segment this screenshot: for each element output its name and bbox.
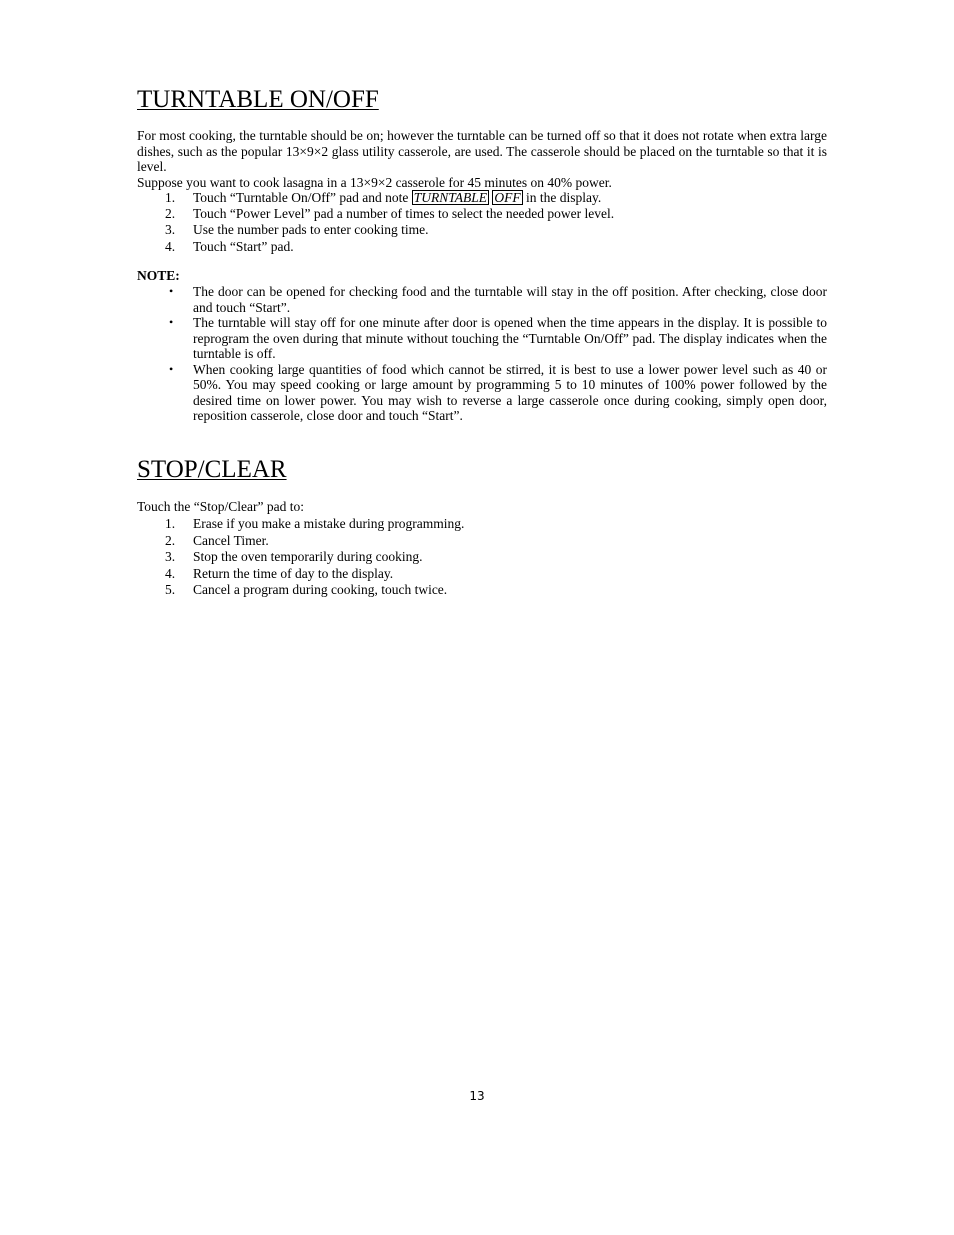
step-number: 5.	[165, 582, 176, 597]
note-text: The turntable will stay off for one minute after door is opened when the time appears in the display. It is possible to reprogram the oven during that minute without touching the “Turntable On/Off” pad. The display indicates when the turntable is off.	[193, 315, 827, 361]
turntable-step	[137, 206, 827, 222]
bullet-icon: •	[169, 361, 174, 376]
step-text-start: Touch “Turntable On/Off” pad and note	[193, 190, 409, 205]
step-number: 1.	[165, 190, 176, 205]
stop-clear-step	[137, 566, 827, 583]
step-text: Stop the oven temporarily during cooking.	[193, 549, 423, 564]
step-text: Use the number pads to enter cooking time.	[193, 222, 429, 238]
turntable-step	[137, 190, 827, 206]
note-text: When cooking large quantities of food which cannot be stirred, it is best to use a lower power level such as 40 or 50%. You may speed cooking or large amount by programming 5 to 10 minutes of 100% power followed by the desired time on lower power. You may wish to reverse a large casserole once during cooking, simply open door, reposition casserole, close door and touch “Start”.	[193, 361, 827, 423]
step-number: 1.	[165, 516, 176, 531]
turntable-example-line: Suppose you want to cook lasagna in a 13×9×2 casserole for 45 minutes on 40% power.	[137, 174, 612, 190]
note-item	[137, 284, 827, 315]
turntable-intro-block	[137, 128, 827, 190]
stop-clear-steps-list	[137, 516, 827, 599]
note-item	[137, 362, 827, 424]
stop-clear-step	[137, 582, 827, 599]
stop-clear-step	[137, 516, 827, 533]
stop-clear-heading: STOP/CLEAR	[137, 456, 287, 483]
display-indicator-off: OFF	[494, 190, 521, 205]
stop-clear-step	[137, 533, 827, 550]
step-text: Cancel Timer.	[193, 532, 269, 548]
display-indicator-turntable: TURNTABLE	[413, 190, 488, 205]
step-number: 3.	[165, 222, 176, 238]
notes-list	[137, 284, 827, 424]
step-text-end: in the display.	[526, 190, 602, 205]
step-number: 4.	[165, 565, 176, 581]
step-number: 2.	[165, 532, 176, 548]
step-text: Cancel a program during cooking, touch twice.	[193, 582, 448, 597]
stop-clear-step	[137, 549, 827, 566]
bullet-icon: •	[169, 315, 174, 329]
page-number: 13	[469, 1089, 485, 1103]
step-number: 4.	[165, 238, 176, 254]
step-text: Touch “Start” pad.	[193, 238, 294, 254]
step-number: 3.	[165, 549, 176, 564]
turntable-steps-list	[137, 190, 827, 255]
turntable-heading: TURNTABLE ON/OFF	[137, 86, 379, 113]
turntable-step	[137, 222, 827, 238]
step-number: 2.	[165, 206, 176, 222]
step-text: Erase if you make a mistake during programming.	[193, 516, 465, 531]
note-text: The door can be opened for checking food and the turntable will stay in the off position. After checking, close door and touch “Start”.	[193, 284, 827, 315]
turntable-step	[137, 239, 827, 255]
stop-clear-intro: Touch the “Stop/Clear” pad to:	[137, 499, 305, 514]
step-text: Return the time of day to the display.	[193, 565, 394, 581]
turntable-intro-paragraph: For most cooking, the turntable should be on; however the turntable can be turned off so that it does not rotate when extra large dishes, such as the popular 13×9×2 glass utility casserole, are used. The casserole should be placed on the turntable so that it is level.	[137, 128, 827, 175]
note-label: NOTE:	[137, 268, 180, 283]
note-item	[137, 315, 827, 362]
bullet-icon: •	[169, 284, 174, 298]
step-text: Touch “Power Level” pad a number of times to select the needed power level.	[193, 206, 615, 222]
